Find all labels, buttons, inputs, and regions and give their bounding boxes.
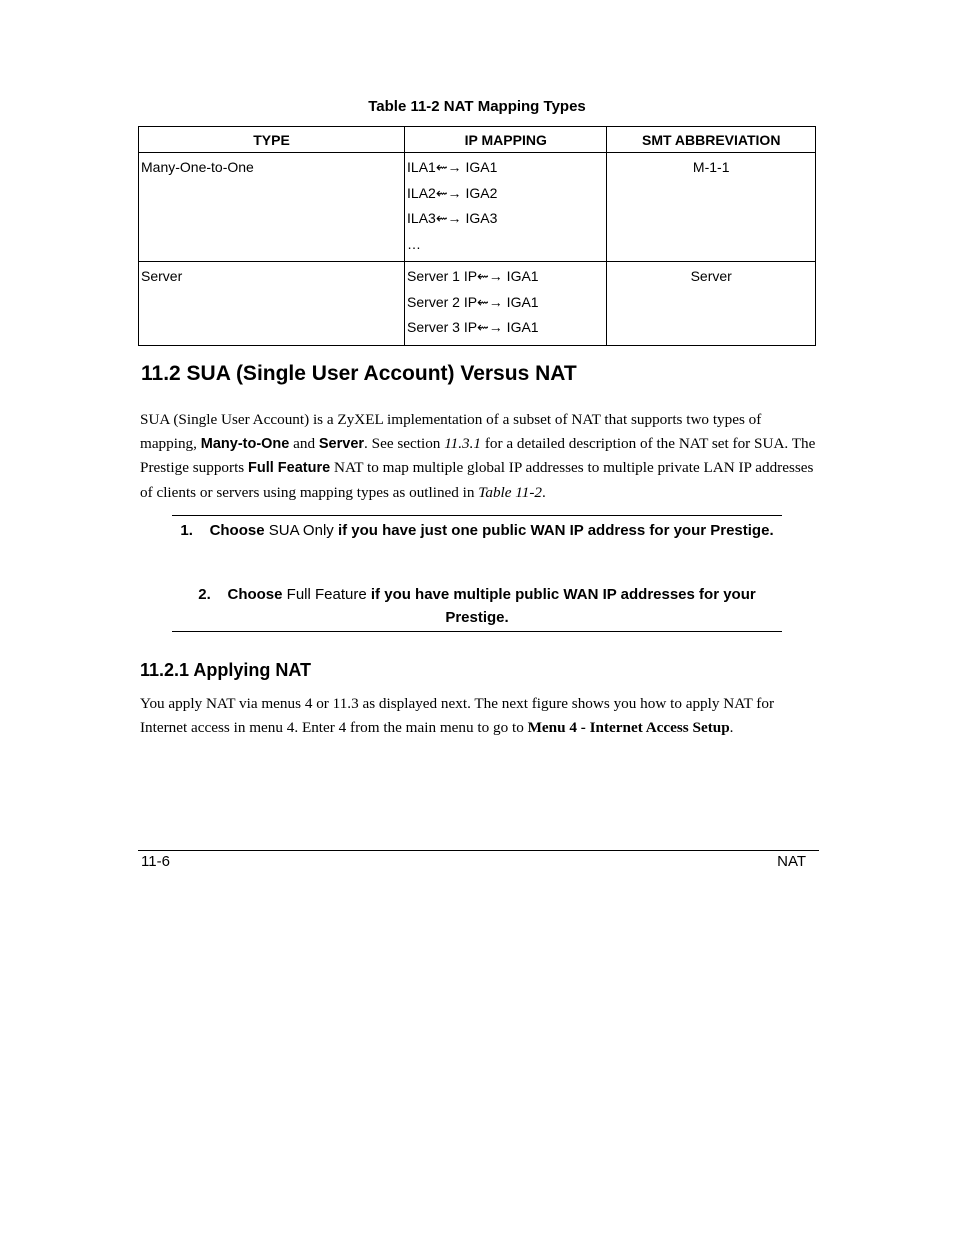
column-header-ip-mapping: IP MAPPING xyxy=(405,127,607,153)
note-text: if you have multiple public WAN IP addresses for your Prestige. xyxy=(370,586,756,626)
paragraph-text: . See section xyxy=(364,434,445,452)
mapping-line: … xyxy=(407,235,422,252)
mapping-line: Server 1 IP⇜→ IGA1 xyxy=(407,268,539,284)
cell-ip-mapping xyxy=(405,153,607,262)
cell-smt-abbreviation: M-1-1 xyxy=(607,153,816,262)
footer-page-number: 11-6 xyxy=(141,853,170,870)
intro-paragraph xyxy=(140,408,820,504)
cell-ip-mapping xyxy=(405,262,607,346)
applying-nat-paragraph xyxy=(140,692,820,740)
section-reference: 11.3.1 xyxy=(444,434,482,452)
table-caption: Table 11-2 NAT Mapping Types xyxy=(368,98,586,115)
paragraph-text: NAT to map multiple global IP addresses to multiple private LAN IP addresses of clients or servers using mapping types as outlined in xyxy=(140,459,814,501)
note-lead: Choose xyxy=(227,586,283,603)
note-number: 1. xyxy=(180,522,193,539)
paragraph-text: . xyxy=(542,483,546,501)
table-reference: Table 11-2 xyxy=(478,483,543,501)
cell-smt-abbreviation: Server xyxy=(607,262,816,346)
note-item xyxy=(172,519,782,542)
footer-section-name: NAT xyxy=(777,853,806,870)
term-server: Server xyxy=(318,435,365,452)
note-item xyxy=(172,583,782,629)
table-row xyxy=(139,262,816,346)
footer-divider xyxy=(138,850,819,851)
paragraph-text: . xyxy=(729,719,734,736)
cell-type: Many-One-to-One xyxy=(139,153,405,262)
mapping-line: ILA2⇜→ IGA2 xyxy=(407,184,498,201)
mapping-line: ILA1⇜→ IGA1 xyxy=(407,159,498,175)
table-header-row xyxy=(139,127,816,153)
table-row xyxy=(139,153,816,262)
note-lead: Choose xyxy=(209,522,265,539)
note-number: 2. xyxy=(198,586,211,603)
paragraph-text: for a detailed description of the NAT set for SUA. The Prestige supports xyxy=(140,434,816,476)
note-text: if you have just one public WAN IP address for your Prestige. xyxy=(337,522,774,539)
paragraph-text: SUA (Single User Account) is a ZyXEL implementation of a subset of NAT that supports two types of mapping, xyxy=(140,411,762,452)
mapping-line: ILA3⇜→ IGA3 xyxy=(407,210,498,226)
note-option: SUA Only xyxy=(268,522,334,539)
mapping-line: Server 2 IP⇜→ IGA1 xyxy=(407,293,539,310)
term-many-to-one: Many-to-One xyxy=(200,435,290,452)
column-header-smt-abbreviation: SMT ABBREVIATION xyxy=(607,127,816,153)
term-full-feature: Full Feature xyxy=(248,460,331,476)
note-option: Full Feature xyxy=(286,586,367,603)
mapping-line: Server 3 IP⇜→ IGA1 xyxy=(407,319,539,335)
note-box xyxy=(172,515,782,632)
nat-mapping-table xyxy=(138,126,816,346)
column-header-type: TYPE xyxy=(139,127,405,153)
paragraph-text: You apply NAT via menus 4 or 11.3 as displayed next. The next figure shows you how to apply NAT for Internet access in menu 4. Enter 4 from the main menu to go to xyxy=(140,695,775,736)
cell-type: Server xyxy=(139,262,405,346)
paragraph-text: and xyxy=(289,434,319,452)
subsection-heading: 11.2.1 Applying NAT xyxy=(140,660,312,680)
section-heading: 11.2 SUA (Single User Account) Versus NAT xyxy=(141,362,577,385)
menu-reference: Menu 4 - Internet Access Setup xyxy=(527,719,730,736)
